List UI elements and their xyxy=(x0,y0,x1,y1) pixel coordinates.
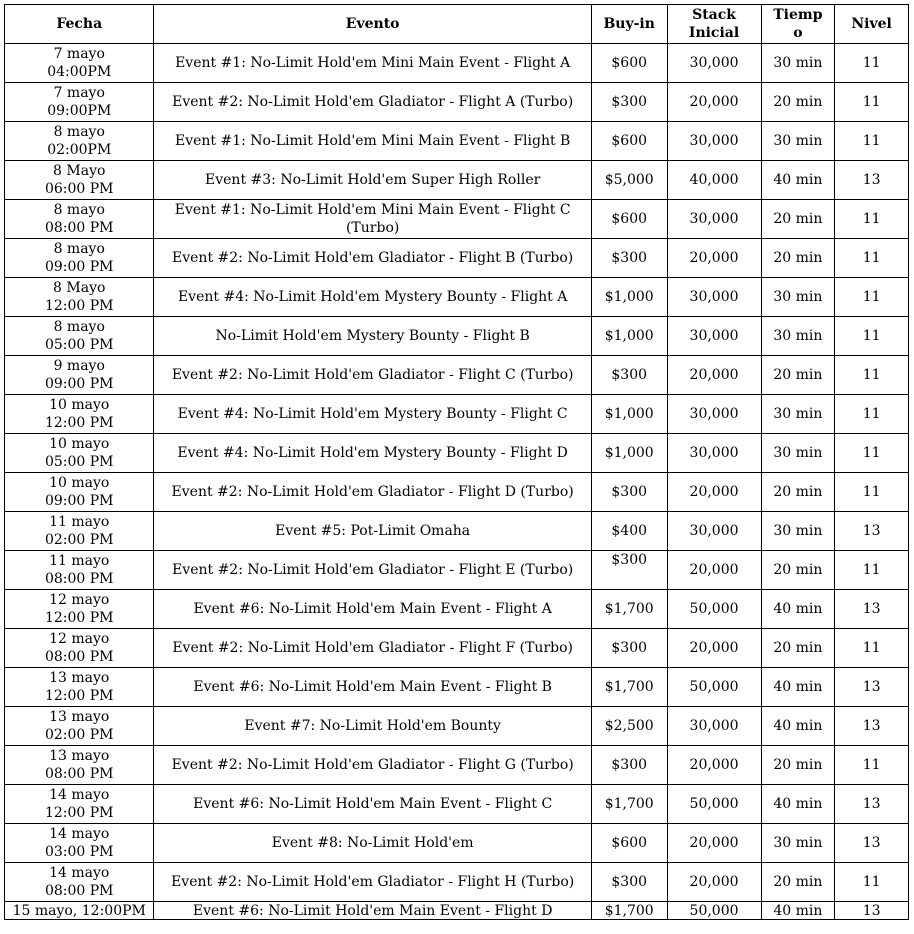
cell-date: 8 mayo xyxy=(53,202,105,218)
cell-time: 08:00 PM xyxy=(44,571,114,587)
cell-buyin: $1,700 xyxy=(591,668,667,707)
cell-tiempo: 40 min xyxy=(761,668,835,707)
table-row xyxy=(5,746,909,785)
cell-fecha xyxy=(5,629,154,668)
cell-nivel: 13 xyxy=(835,668,909,707)
cell-fecha xyxy=(5,122,154,161)
cell-date: 15 mayo, 12:00PM xyxy=(12,902,146,919)
cell-buyin: $600 xyxy=(591,824,667,863)
table-row xyxy=(5,473,909,512)
cell-nivel: 11 xyxy=(835,395,909,434)
cell-time: 05:00 PM xyxy=(44,454,114,470)
cell-nivel: 13 xyxy=(835,161,909,200)
cell-fecha xyxy=(5,44,154,83)
cell-stack: 30,000 xyxy=(667,317,761,356)
cell-evento: Event #2: No-Limit Hold'em Gladiator - Flight H (Turbo) xyxy=(154,863,591,902)
cell-evento: Event #5: Pot-Limit Omaha xyxy=(154,512,591,551)
cell-nivel: 11 xyxy=(835,863,909,902)
cell-fecha xyxy=(5,668,154,707)
cell-nivel: 11 xyxy=(835,434,909,473)
cell-time: 08:00 PM xyxy=(44,883,114,899)
cell-evento: Event #2: No-Limit Hold'em Gladiator - Flight A (Turbo) xyxy=(154,83,591,122)
cell-nivel: 11 xyxy=(835,473,909,512)
cell-buyin: $1,000 xyxy=(591,434,667,473)
table-row xyxy=(5,356,909,395)
cell-fecha xyxy=(5,746,154,785)
cell-buyin: $1,000 xyxy=(591,278,667,317)
cell-evento: Event #2: No-Limit Hold'em Gladiator - Flight D (Turbo) xyxy=(154,473,591,512)
cell-date: 10 mayo xyxy=(49,475,110,491)
cell-time: 09:00PM xyxy=(47,103,112,119)
cell-time: 09:00 PM xyxy=(44,493,114,509)
cell-tiempo: 20 min xyxy=(761,551,835,590)
cell-time: 08:00 PM xyxy=(44,220,114,236)
cell-nivel: 11 xyxy=(835,44,909,83)
cell-time: 02:00 PM xyxy=(44,727,114,743)
cell-buyin: $600 xyxy=(591,44,667,83)
table-row xyxy=(5,434,909,473)
cell-evento: Event #1: No-Limit Hold'em Mini Main Event - Flight C (Turbo) xyxy=(154,200,591,239)
table-row xyxy=(5,785,909,824)
cell-evento: Event #8: No-Limit Hold'em xyxy=(154,824,591,863)
cell-stack: 30,000 xyxy=(667,122,761,161)
cell-tiempo: 20 min xyxy=(761,356,835,395)
cell-nivel: 13 xyxy=(835,785,909,824)
cell-date: 8 mayo xyxy=(53,241,105,257)
cell-date: 8 Mayo xyxy=(53,163,106,179)
table-row xyxy=(5,200,909,239)
table-row xyxy=(5,629,909,668)
cell-nivel: 13 xyxy=(835,824,909,863)
cell-tiempo: 30 min xyxy=(761,122,835,161)
table-row xyxy=(5,395,909,434)
cell-tiempo: 30 min xyxy=(761,434,835,473)
cell-time: 08:00 PM xyxy=(44,649,114,665)
header-tiempo xyxy=(761,5,835,44)
cell-fecha xyxy=(5,512,154,551)
cell-tiempo: 20 min xyxy=(761,83,835,122)
cell-tiempo: 30 min xyxy=(761,395,835,434)
cell-stack: 20,000 xyxy=(667,356,761,395)
table-row xyxy=(5,551,909,590)
cell-fecha xyxy=(5,902,154,920)
cell-nivel: 11 xyxy=(835,239,909,278)
header-buyin: Buy-in xyxy=(591,5,667,44)
cell-tiempo: 30 min xyxy=(761,824,835,863)
header-row xyxy=(5,5,909,44)
cell-evento: Event #2: No-Limit Hold'em Gladiator - Flight E (Turbo) xyxy=(154,551,591,590)
cell-evento: Event #4: No-Limit Hold'em Mystery Bounty - Flight A xyxy=(154,278,591,317)
cell-fecha xyxy=(5,785,154,824)
cell-time: 06:00 PM xyxy=(44,181,114,197)
cell-buyin: $1,000 xyxy=(591,317,667,356)
cell-tiempo: 30 min xyxy=(761,512,835,551)
cell-date: 13 mayo xyxy=(49,670,110,686)
table-row xyxy=(5,707,909,746)
cell-fecha xyxy=(5,239,154,278)
cell-fecha xyxy=(5,395,154,434)
cell-evento: Event #2: No-Limit Hold'em Gladiator - Flight F (Turbo) xyxy=(154,629,591,668)
cell-date: 14 mayo xyxy=(49,826,110,842)
cell-buyin: $300 xyxy=(591,551,667,590)
cell-tiempo: 40 min xyxy=(761,707,835,746)
header-tiempo-line2: o xyxy=(793,25,803,41)
cell-buyin: $300 xyxy=(591,239,667,278)
cell-fecha xyxy=(5,200,154,239)
header-stack-line1: Stack xyxy=(692,7,736,23)
cell-nivel: 11 xyxy=(835,83,909,122)
cell-evento: Event #1: No-Limit Hold'em Mini Main Event - Flight A xyxy=(154,44,591,83)
cell-tiempo: 30 min xyxy=(761,44,835,83)
cell-nivel: 11 xyxy=(835,629,909,668)
table-row xyxy=(5,239,909,278)
cell-tiempo: 40 min xyxy=(761,902,835,920)
cell-nivel: 11 xyxy=(835,356,909,395)
cell-evento: Event #4: No-Limit Hold'em Mystery Bounty - Flight C xyxy=(154,395,591,434)
cell-fecha xyxy=(5,551,154,590)
cell-fecha xyxy=(5,278,154,317)
cell-tiempo: 40 min xyxy=(761,590,835,629)
cell-tiempo: 20 min xyxy=(761,863,835,902)
cell-nivel: 13 xyxy=(835,707,909,746)
cell-nivel: 11 xyxy=(835,200,909,239)
cell-buyin: $1,700 xyxy=(591,902,667,920)
header-tiempo-line1: Tiemp xyxy=(773,7,823,23)
cell-time: 03:00 PM xyxy=(44,844,114,860)
cell-nivel: 13 xyxy=(835,590,909,629)
cell-stack: 50,000 xyxy=(667,902,761,920)
cell-buyin: $2,500 xyxy=(591,707,667,746)
cell-fecha xyxy=(5,863,154,902)
table-row xyxy=(5,902,909,920)
cell-time: 12:00 PM xyxy=(44,415,114,431)
cell-buyin: $600 xyxy=(591,122,667,161)
cell-stack: 50,000 xyxy=(667,785,761,824)
cell-stack: 20,000 xyxy=(667,551,761,590)
cell-date: 10 mayo xyxy=(49,397,110,413)
cell-buyin: $300 xyxy=(591,863,667,902)
cell-date: 8 mayo xyxy=(53,319,105,335)
cell-evento: Event #2: No-Limit Hold'em Gladiator - Flight G (Turbo) xyxy=(154,746,591,785)
table-row xyxy=(5,317,909,356)
cell-stack: 20,000 xyxy=(667,824,761,863)
cell-stack: 40,000 xyxy=(667,161,761,200)
cell-fecha xyxy=(5,317,154,356)
header-evento: Evento xyxy=(154,5,591,44)
cell-nivel: 11 xyxy=(835,278,909,317)
cell-date: 14 mayo xyxy=(49,787,110,803)
table-row xyxy=(5,44,909,83)
cell-nivel: 11 xyxy=(835,122,909,161)
cell-evento: Event #6: No-Limit Hold'em Main Event - Flight A xyxy=(154,590,591,629)
table-body xyxy=(5,44,909,920)
cell-stack: 30,000 xyxy=(667,512,761,551)
cell-fecha xyxy=(5,473,154,512)
table-row xyxy=(5,83,909,122)
cell-date: 14 mayo xyxy=(49,865,110,881)
cell-fecha xyxy=(5,356,154,395)
cell-nivel: 13 xyxy=(835,902,909,920)
cell-tiempo: 30 min xyxy=(761,278,835,317)
cell-tiempo: 30 min xyxy=(761,317,835,356)
table-row xyxy=(5,278,909,317)
cell-fecha xyxy=(5,824,154,863)
cell-buyin: $1,700 xyxy=(591,785,667,824)
cell-tiempo: 20 min xyxy=(761,473,835,512)
cell-buyin: $300 xyxy=(591,83,667,122)
cell-date: 12 mayo xyxy=(49,592,110,608)
cell-evento: No-Limit Hold'em Mystery Bounty - Flight B xyxy=(154,317,591,356)
header-stack-inicial xyxy=(667,5,761,44)
cell-date: 11 mayo xyxy=(49,514,110,530)
cell-nivel: 13 xyxy=(835,512,909,551)
cell-stack: 20,000 xyxy=(667,629,761,668)
cell-time: 09:00 PM xyxy=(44,376,114,392)
cell-time: 04:00PM xyxy=(47,64,112,80)
cell-time: 09:00 PM xyxy=(44,259,114,275)
cell-stack: 20,000 xyxy=(667,473,761,512)
cell-evento: Event #6: No-Limit Hold'em Main Event - Flight C xyxy=(154,785,591,824)
table-row xyxy=(5,161,909,200)
cell-buyin: $300 xyxy=(591,746,667,785)
cell-evento: Event #4: No-Limit Hold'em Mystery Bounty - Flight D xyxy=(154,434,591,473)
cell-time: 12:00 PM xyxy=(44,688,114,704)
table-header xyxy=(5,5,909,44)
cell-date: 11 mayo xyxy=(49,553,110,569)
cell-stack: 20,000 xyxy=(667,83,761,122)
cell-stack: 20,000 xyxy=(667,239,761,278)
schedule-table xyxy=(4,4,909,920)
cell-fecha xyxy=(5,434,154,473)
cell-tiempo: 20 min xyxy=(761,629,835,668)
cell-time: 12:00 PM xyxy=(44,805,114,821)
cell-time: 05:00 PM xyxy=(44,337,114,353)
cell-time: 02:00 PM xyxy=(44,532,114,548)
cell-evento: Event #3: No-Limit Hold'em Super High Roller xyxy=(154,161,591,200)
cell-evento: Event #6: No-Limit Hold'em Main Event - Flight D xyxy=(154,902,591,920)
cell-time: 12:00 PM xyxy=(44,298,114,314)
cell-buyin: $400 xyxy=(591,512,667,551)
table-row xyxy=(5,122,909,161)
cell-nivel: 11 xyxy=(835,317,909,356)
cell-time: 12:00 PM xyxy=(44,610,114,626)
cell-stack: 30,000 xyxy=(667,278,761,317)
cell-buyin: $600 xyxy=(591,200,667,239)
cell-tiempo: 20 min xyxy=(761,746,835,785)
cell-fecha xyxy=(5,83,154,122)
cell-stack: 20,000 xyxy=(667,746,761,785)
cell-stack: 30,000 xyxy=(667,395,761,434)
cell-stack: 30,000 xyxy=(667,434,761,473)
cell-evento: Event #7: No-Limit Hold'em Bounty xyxy=(154,707,591,746)
cell-tiempo: 20 min xyxy=(761,239,835,278)
cell-fecha xyxy=(5,590,154,629)
header-stack-line2: Inicial xyxy=(688,25,740,41)
cell-date: 7 mayo xyxy=(53,85,105,101)
cell-evento: Event #2: No-Limit Hold'em Gladiator - Flight B (Turbo) xyxy=(154,239,591,278)
cell-stack: 30,000 xyxy=(667,44,761,83)
cell-buyin: $1,000 xyxy=(591,395,667,434)
table-row xyxy=(5,590,909,629)
table-row xyxy=(5,668,909,707)
cell-buyin: $300 xyxy=(591,629,667,668)
cell-nivel: 11 xyxy=(835,746,909,785)
cell-tiempo: 40 min xyxy=(761,161,835,200)
cell-time: 02:00PM xyxy=(47,142,112,158)
cell-buyin: $300 xyxy=(591,473,667,512)
cell-tiempo: 20 min xyxy=(761,200,835,239)
cell-date: 13 mayo xyxy=(49,748,110,764)
cell-stack: 50,000 xyxy=(667,668,761,707)
cell-date: 8 Mayo xyxy=(53,280,106,296)
cell-time: 08:00 PM xyxy=(44,766,114,782)
cell-fecha xyxy=(5,707,154,746)
cell-date: 13 mayo xyxy=(49,709,110,725)
cell-buyin: $300 xyxy=(591,356,667,395)
header-nivel: Nivel xyxy=(835,5,909,44)
cell-buyin: $1,700 xyxy=(591,590,667,629)
table-row xyxy=(5,512,909,551)
header-fecha: Fecha xyxy=(5,5,154,44)
cell-date: 12 mayo xyxy=(49,631,110,647)
cell-stack: 30,000 xyxy=(667,200,761,239)
cell-evento: Event #1: No-Limit Hold'em Mini Main Event - Flight B xyxy=(154,122,591,161)
cell-tiempo: 40 min xyxy=(761,785,835,824)
table-row xyxy=(5,863,909,902)
cell-date: 9 mayo xyxy=(53,358,105,374)
cell-date: 10 mayo xyxy=(49,436,110,452)
cell-stack: 30,000 xyxy=(667,707,761,746)
cell-nivel: 11 xyxy=(835,551,909,590)
cell-fecha xyxy=(5,161,154,200)
cell-buyin: $5,000 xyxy=(591,161,667,200)
cell-evento: Event #2: No-Limit Hold'em Gladiator - Flight C (Turbo) xyxy=(154,356,591,395)
cell-stack: 20,000 xyxy=(667,863,761,902)
cell-date: 7 mayo xyxy=(53,46,105,62)
cell-stack: 50,000 xyxy=(667,590,761,629)
cell-date: 8 mayo xyxy=(53,124,105,140)
table-row xyxy=(5,824,909,863)
cell-evento: Event #6: No-Limit Hold'em Main Event - Flight B xyxy=(154,668,591,707)
